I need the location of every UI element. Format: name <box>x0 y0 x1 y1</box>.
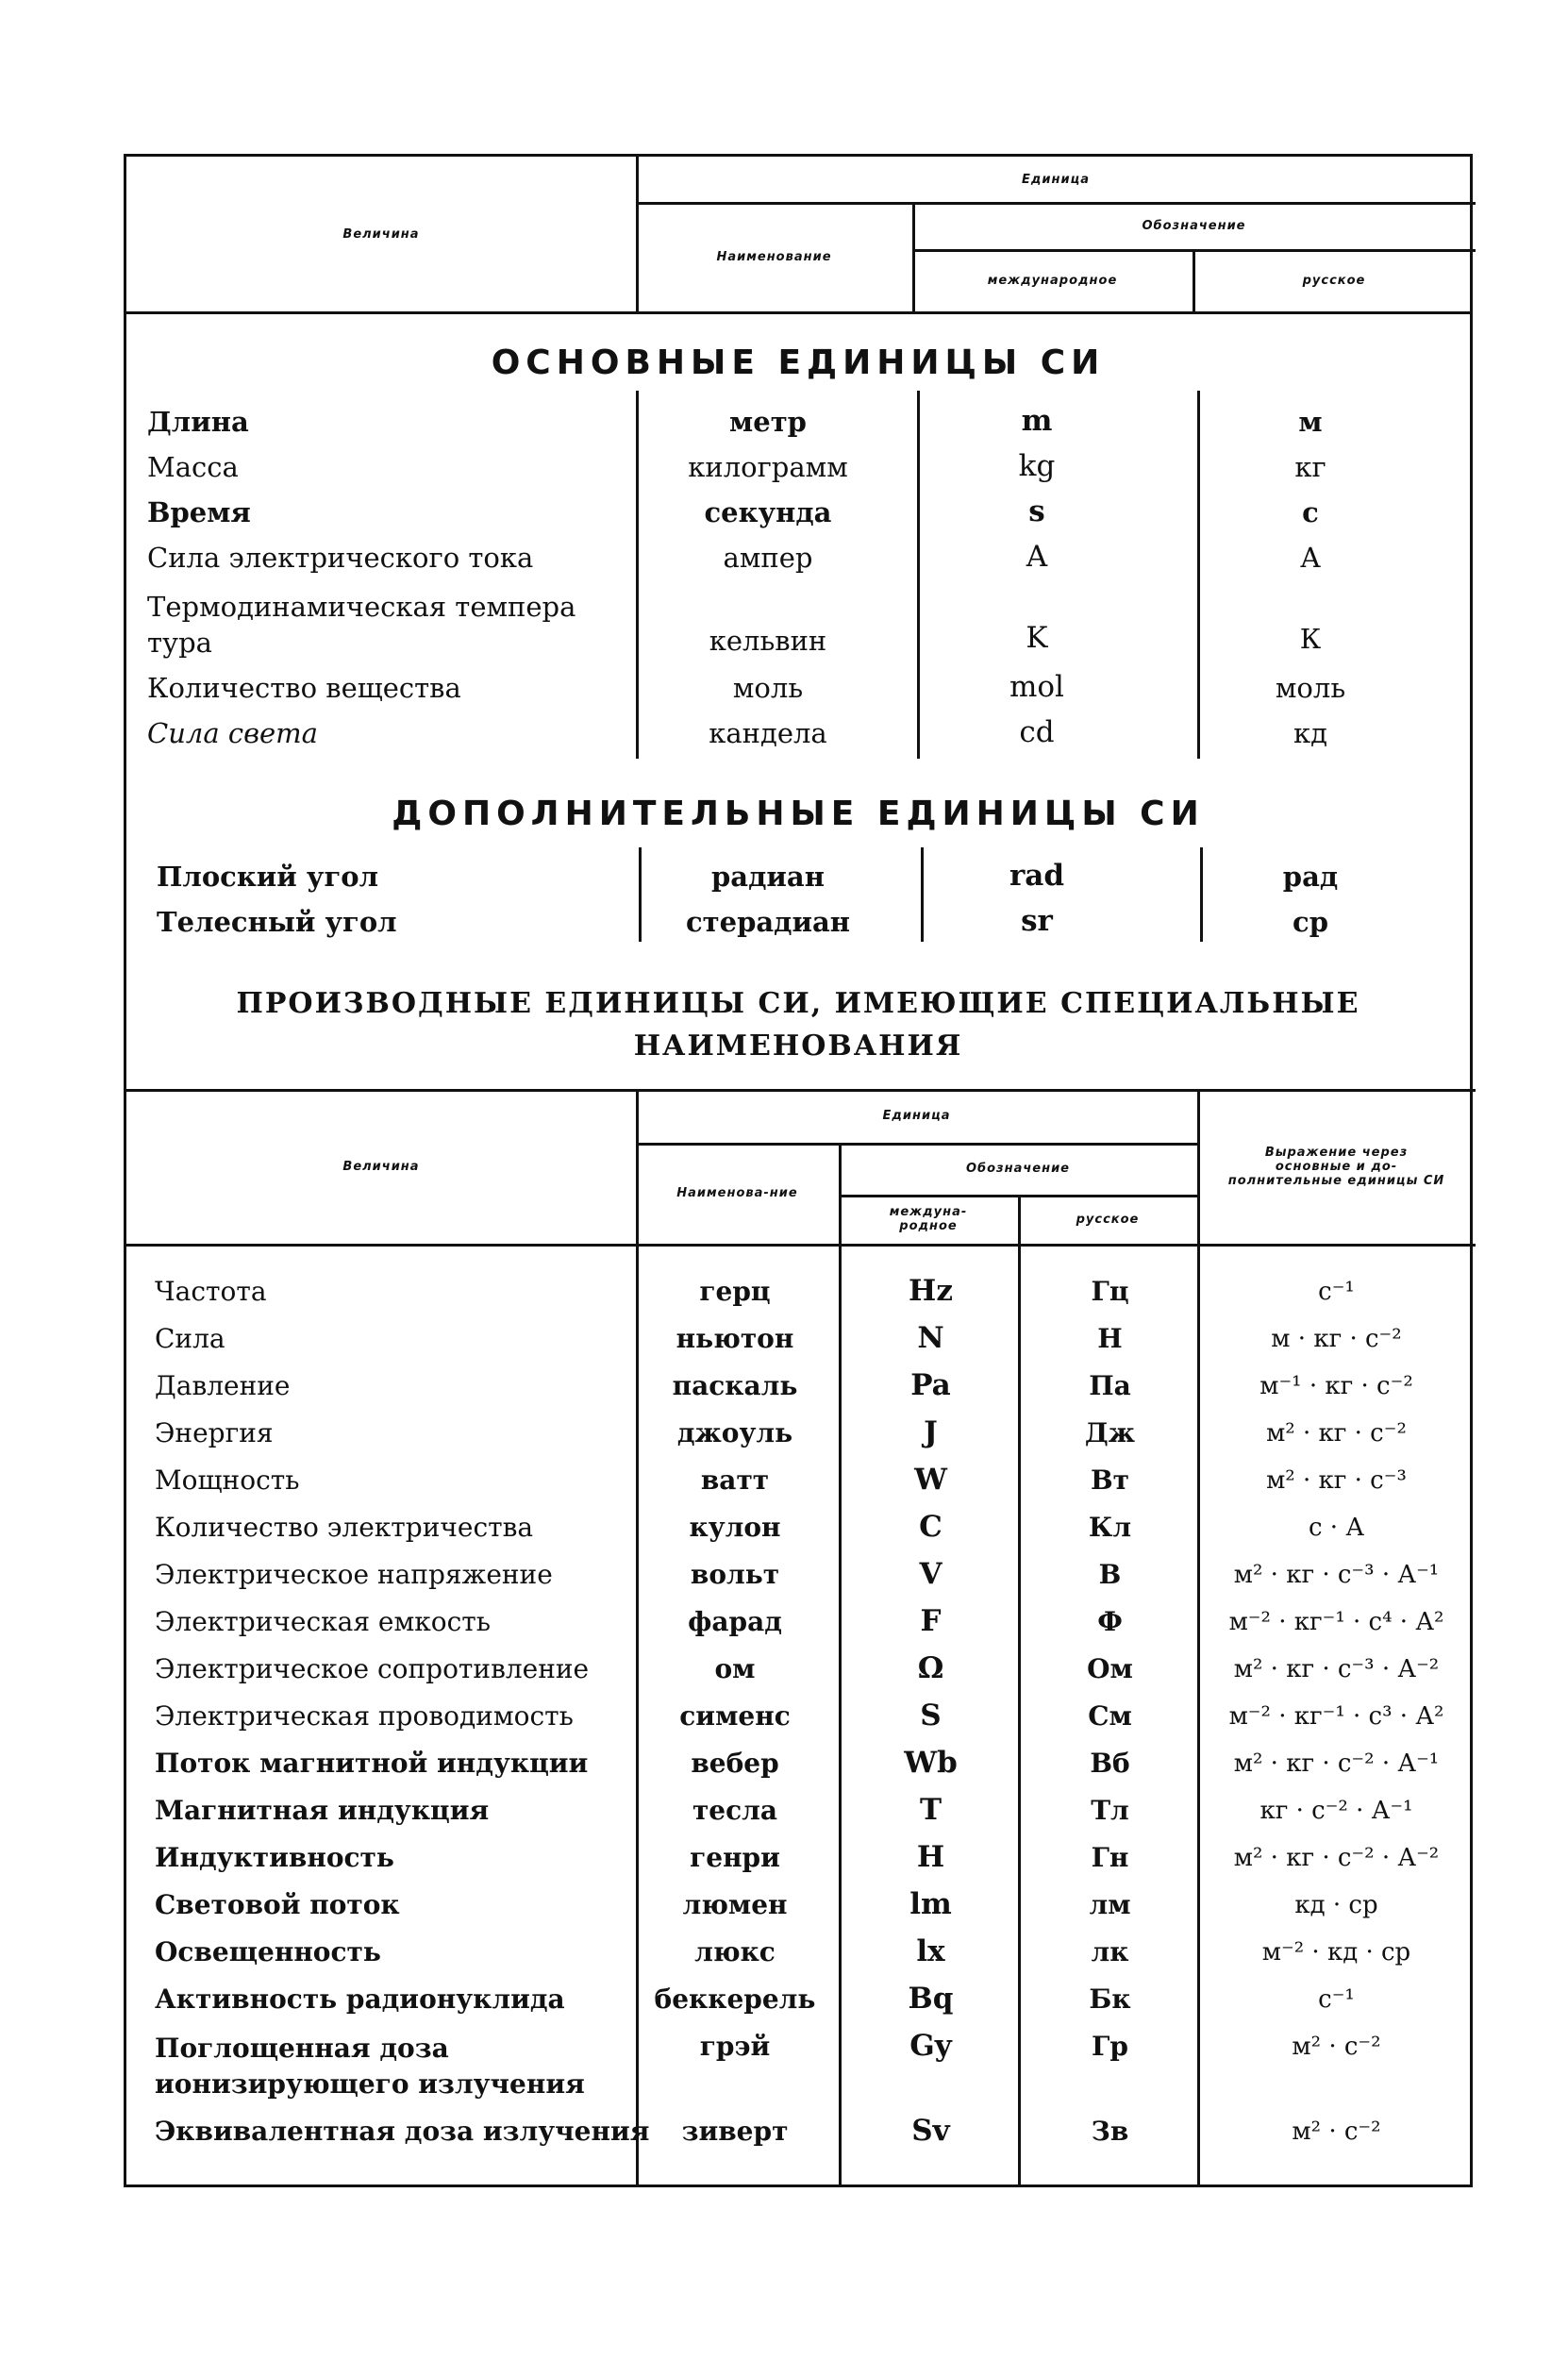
quantity: Электрическая проводимость <box>155 1700 574 1732</box>
rus-symbol: Па <box>1089 1370 1131 1401</box>
unit-name: метр <box>729 406 807 438</box>
base-units-title: ОСНОВНЫЕ ЕДИНИЦЫ СИ <box>491 343 1106 382</box>
unit-name: вольт <box>690 1559 780 1590</box>
additional-row <box>126 855 1470 898</box>
intl-symbol: m <box>1021 404 1053 438</box>
quantity: Мощность <box>155 1465 300 1496</box>
si-units-table <box>124 154 1473 2187</box>
rus-symbol: Гр <box>1092 2031 1128 2062</box>
derived-row <box>126 1553 1470 1599</box>
base-row <box>126 400 1470 444</box>
base-row <box>126 666 1470 710</box>
intl-symbol: s <box>1028 494 1045 528</box>
header-russian: русское <box>1302 273 1366 288</box>
expression: м⁻² · кг⁻¹ · с⁴ · А² <box>1228 1608 1444 1636</box>
rus-symbol: Бк <box>1089 1984 1131 2015</box>
rus-symbol: См <box>1088 1700 1132 1732</box>
intl-symbol: A <box>1026 540 1048 574</box>
unit-name: секунда <box>704 496 832 528</box>
unit-name: фарад <box>688 1606 782 1637</box>
unit-name: кельвин <box>709 625 827 657</box>
derived-row <box>126 1883 1470 1929</box>
intl-symbol: lx <box>916 1934 945 1968</box>
derived-row <box>126 1600 1470 1646</box>
unit-name: зиверт <box>681 2116 789 2147</box>
rus-symbol: моль <box>1275 672 1346 704</box>
derived-row <box>126 1695 1470 1740</box>
intl-symbol: mol <box>1009 670 1064 704</box>
expression: м² · кг · с⁻³ · А⁻² <box>1233 1655 1440 1683</box>
derived-row <box>126 1412 1470 1457</box>
derived-row <box>126 1742 1470 1787</box>
quantity: Сила электрического тока <box>147 542 534 574</box>
table-header <box>126 157 1470 314</box>
derived-header-expression: Выражение через основные и до-полнительные единицы СИ <box>1227 1145 1445 1188</box>
rus-symbol: Ом <box>1087 1653 1133 1684</box>
unit-name: кулон <box>689 1512 781 1543</box>
intl-symbol: Pa <box>910 1368 951 1402</box>
base-row <box>126 711 1470 755</box>
unit-name: моль <box>732 672 804 704</box>
quantity: Давление <box>155 1370 291 1401</box>
intl-symbol: S <box>920 1699 942 1733</box>
unit-name: ом <box>714 1653 756 1684</box>
quantity: Сила <box>155 1323 225 1354</box>
expression: кд · ср <box>1294 1891 1378 1919</box>
quantity: Частота <box>155 1276 267 1307</box>
rus-symbol: Ф <box>1097 1606 1123 1637</box>
rus-symbol: лм <box>1089 1889 1131 1920</box>
unit-name: паскаль <box>672 1370 798 1401</box>
unit-name: ватт <box>700 1465 770 1496</box>
intl-symbol: Ω <box>917 1651 944 1685</box>
derived-row <box>126 1270 1470 1315</box>
intl-symbol: C <box>919 1510 942 1544</box>
header-name: Наименование <box>716 249 832 264</box>
unit-name: люкс <box>694 1936 776 1967</box>
rus-symbol: лк <box>1091 1936 1129 1967</box>
rus-symbol: Зв <box>1091 2116 1129 2147</box>
unit-name: ньютон <box>676 1323 794 1354</box>
expression: м · кг · с⁻² <box>1271 1325 1402 1353</box>
intl-symbol: J <box>924 1415 938 1449</box>
rus-symbol: Тл <box>1091 1795 1129 1826</box>
quantity: Поглощенная доза ионизирующего излучения <box>155 2033 585 2100</box>
derived-header-quantity: Величина <box>342 1159 420 1174</box>
rus-symbol: м <box>1298 406 1323 438</box>
derived-units-title-line1: ПРОИЗВОДНЫЕ ЕДИНИЦЫ СИ, ИМЕЮЩИЕ СПЕЦИАЛЬНЫЕ <box>236 987 1360 1020</box>
intl-symbol: T <box>919 1793 942 1827</box>
rus-symbol: А <box>1300 542 1321 574</box>
quantity: Телесный угол <box>157 906 397 938</box>
intl-symbol: lm <box>909 1887 952 1921</box>
quantity: Световой поток <box>155 1889 400 1920</box>
unit-name: герц <box>699 1276 771 1307</box>
rus-symbol: Вт <box>1090 1465 1129 1496</box>
unit-name: генри <box>690 1842 780 1873</box>
rus-symbol: Гц <box>1091 1276 1129 1307</box>
unit-name: килограмм <box>688 451 848 483</box>
intl-symbol: H <box>916 1840 945 1874</box>
header-unit: Единица <box>1022 172 1090 187</box>
intl-symbol: Sv <box>911 2114 950 2148</box>
derived-row <box>126 1978 1470 2023</box>
intl-symbol: Gy <box>909 2029 952 2063</box>
quantity: Термодинамическая темпера тура <box>147 591 576 659</box>
expression: м² · кг · с⁻² · А⁻² <box>1233 1844 1440 1872</box>
rus-symbol: В <box>1098 1559 1122 1590</box>
expression: с⁻¹ <box>1318 1985 1355 2014</box>
derived-header-international: междуна-родное <box>889 1205 968 1233</box>
base-row <box>126 536 1470 579</box>
quantity: Индуктивность <box>155 1842 394 1873</box>
quantity: Количество вещества <box>147 672 461 704</box>
quantity: Электрическое сопротивление <box>155 1653 590 1684</box>
derived-row <box>126 1506 1470 1551</box>
intl-symbol: F <box>920 1604 942 1638</box>
expression: кг · с⁻² · А⁻¹ <box>1259 1797 1413 1825</box>
derived-header-russian: русское <box>1076 1212 1140 1227</box>
header-international: международное <box>987 273 1118 288</box>
additional-units-title: ДОПОЛНИТЕЛЬНЫЕ ЕДИНИЦЫ СИ <box>392 795 1205 833</box>
expression: м⁻¹ · кг · с⁻² <box>1259 1372 1413 1400</box>
unit-name: кандела <box>709 717 827 749</box>
unit-name: джоуль <box>676 1417 793 1448</box>
unit-name: тесла <box>692 1795 778 1826</box>
unit-name: сименс <box>679 1700 791 1732</box>
expression: м² · с⁻² <box>1292 2033 1381 2061</box>
quantity: Количество электричества <box>155 1512 534 1543</box>
expression: м² · с⁻² <box>1292 2118 1381 2146</box>
derived-row <box>126 2110 1470 2155</box>
expression: с⁻¹ <box>1318 1278 1355 1306</box>
rus-symbol: Дж <box>1084 1417 1136 1448</box>
derived-header-unit: Единица <box>882 1109 951 1123</box>
expression: м⁻² · кд · ср <box>1261 1938 1411 1967</box>
intl-symbol: rad <box>1009 859 1065 893</box>
quantity: Плоский угол <box>157 861 379 893</box>
rus-symbol: Кл <box>1088 1512 1132 1543</box>
rus-symbol: кг <box>1294 451 1326 483</box>
unit-name: радиан <box>711 861 825 893</box>
derived-row <box>126 1836 1470 1882</box>
unit-name: ампер <box>723 542 813 574</box>
derived-row <box>126 1648 1470 1693</box>
expression: м⁻² · кг⁻¹ · с³ · А² <box>1228 1702 1444 1731</box>
intl-symbol: Bq <box>908 1982 954 2016</box>
expression: м² · кг · с⁻³ · А⁻¹ <box>1233 1561 1440 1589</box>
derived-row <box>126 1459 1470 1504</box>
derived-row <box>126 1789 1470 1834</box>
unit-name: вебер <box>691 1748 779 1779</box>
intl-symbol: K <box>1026 621 1048 655</box>
quantity: Активность радионуклида <box>155 1984 565 2015</box>
rus-symbol: Н <box>1097 1323 1123 1354</box>
intl-symbol: N <box>917 1321 944 1355</box>
intl-symbol: W <box>914 1463 947 1497</box>
expression: м² · кг · с⁻² · А⁻¹ <box>1233 1749 1440 1778</box>
quantity: Длина <box>147 406 249 438</box>
derived-row <box>126 1364 1470 1410</box>
header-symbol: Обозначение <box>1142 218 1246 233</box>
unit-name: стерадиан <box>686 906 850 938</box>
rus-symbol: Гн <box>1091 1842 1129 1873</box>
base-row <box>126 491 1470 534</box>
quantity: Время <box>147 496 251 528</box>
intl-symbol: Hz <box>909 1274 953 1308</box>
rus-symbol: кд <box>1293 717 1327 749</box>
expression: м² · кг · с⁻² <box>1266 1419 1407 1448</box>
derived-header-symbol: Обозначение <box>965 1162 1071 1176</box>
derived-header-name: Наименова-ние <box>676 1186 798 1200</box>
derived-row <box>126 1931 1470 1976</box>
intl-symbol: kg <box>1018 449 1056 483</box>
rus-symbol: ср <box>1293 906 1328 938</box>
intl-symbol: sr <box>1021 904 1053 938</box>
quantity: Энергия <box>155 1417 274 1448</box>
additional-row <box>126 900 1470 944</box>
unit-name: люмен <box>682 1889 788 1920</box>
base-row <box>126 583 1470 661</box>
unit-name: грэй <box>699 2031 771 2062</box>
quantity: Магнитная индукция <box>155 1795 490 1826</box>
quantity: Электрическая емкость <box>155 1606 492 1637</box>
rus-symbol: рад <box>1282 861 1339 893</box>
derived-row <box>126 2025 1470 2106</box>
quantity: Освещенность <box>155 1936 381 1967</box>
quantity: Сила света <box>147 717 318 749</box>
quantity: Поток магнитной индукции <box>155 1748 589 1779</box>
quantity: Эквивалентная доза излучения <box>155 2116 650 2147</box>
unit-name: беккерель <box>654 1984 816 2015</box>
base-row <box>126 445 1470 489</box>
derived-row <box>126 1317 1470 1363</box>
intl-symbol: cd <box>1019 715 1055 749</box>
expression: м² · кг · с⁻³ <box>1266 1466 1407 1495</box>
intl-symbol: Wb <box>904 1746 958 1780</box>
header-quantity: Величина <box>342 226 420 242</box>
quantity: Электрическое напряжение <box>155 1559 553 1590</box>
quantity: Масса <box>147 451 239 483</box>
intl-symbol: V <box>919 1557 942 1591</box>
rus-symbol: К <box>1299 623 1322 655</box>
rus-symbol: Вб <box>1090 1748 1130 1779</box>
rus-symbol: с <box>1302 496 1319 528</box>
derived-units-title-line2: НАИМЕНОВАНИЯ <box>633 1029 963 1063</box>
expression: с · А <box>1308 1514 1365 1542</box>
